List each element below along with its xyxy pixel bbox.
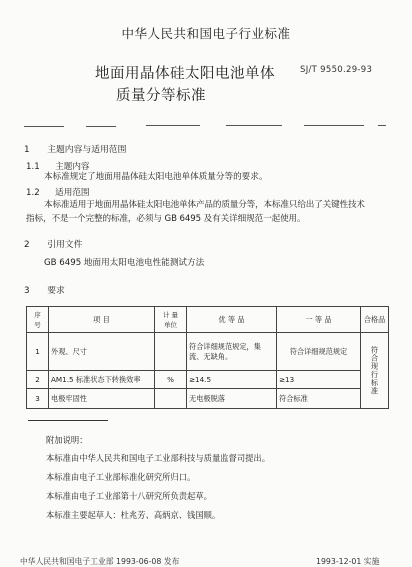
header-standard-type: 中华人民共和国电子行业标准 xyxy=(121,26,291,41)
cell-item: 电极牢固性 xyxy=(49,389,155,409)
title-rule xyxy=(86,126,116,127)
cell-first-class: 符合标准 xyxy=(277,389,361,409)
title-rule xyxy=(24,126,64,127)
header-seq: 序 号 xyxy=(27,307,49,333)
section-title: 要求 xyxy=(47,286,65,296)
header-qualified: 合格品 xyxy=(361,307,389,333)
subsection-number: 1.2 xyxy=(26,188,40,198)
note-line: 本标准由中华人民共和国电子工业部科技与质量监督司提出。 xyxy=(46,453,271,463)
paragraph-1-2-line1: 本标准适用于地面用晶体硅太阳电池单体产品的质量分等，本标准只给出了关键性技术 xyxy=(44,200,365,210)
notes-divider xyxy=(28,420,108,421)
section-1-heading xyxy=(24,142,126,155)
cell-unit xyxy=(155,389,187,409)
title-rule xyxy=(304,125,364,126)
table-row xyxy=(27,333,389,371)
qualified-vertical-text: 符合现行标准 xyxy=(370,345,380,396)
cell-first-class: 符合详细规范规定 xyxy=(277,333,361,371)
table-row xyxy=(27,371,389,389)
cell-premium: ≥14.5 xyxy=(187,371,277,389)
table-header-row xyxy=(27,307,389,333)
subsection-1-1-heading xyxy=(26,160,90,172)
subsection-title: 主题内容 xyxy=(55,162,90,172)
section-title: 主题内容与适用范围 xyxy=(47,145,127,155)
note-line: 本标准由电子工业部第十八研究所负责起草。 xyxy=(46,491,212,501)
header-item: 项 目 xyxy=(49,307,155,333)
paragraph-1-1: 本标准规定了地面用晶体硅太阳电池单体质量分等的要求。 xyxy=(44,172,268,182)
subsection-1-2-heading xyxy=(26,186,90,198)
document-title-line1: 地面用晶体硅太阳电池单体 xyxy=(95,66,275,82)
cell-no: 1 xyxy=(27,333,49,371)
header-premium: 优 等 品 xyxy=(187,307,277,333)
cell-item: AM1.5 标准状态下转换效率 xyxy=(49,371,155,389)
subsection-number: 1.1 xyxy=(26,162,40,172)
cell-unit xyxy=(155,333,187,371)
footer-issued: 中华人民共和国电子工业部 1993-06-08 发布 xyxy=(20,557,180,566)
cell-first-class: ≥13 xyxy=(277,371,361,389)
header-first-class: 一 等 品 xyxy=(277,307,361,333)
footer-effective: 1993-12-01 实施 xyxy=(316,557,380,566)
cell-item: 外观、尺寸 xyxy=(49,333,155,371)
paragraph-1-2-line2: 指标，不是一个完整的标准，必须与 GB 6495 及有关详细规范一起使用。 xyxy=(26,214,306,224)
section-2-heading xyxy=(24,237,82,250)
section-number: 1 xyxy=(24,145,30,155)
cell-premium: 符合详细规范规定，集流、无缺角。 xyxy=(187,333,277,371)
reference-item: GB 6495 地面用太阳电池电性能测试方法 xyxy=(44,258,205,268)
section-number: 2 xyxy=(24,240,30,250)
document-title-line2: 质量分等标准 xyxy=(116,88,206,104)
notes-heading: 附加说明： xyxy=(46,435,88,445)
standard-number: SJ/T 9550.29-93 xyxy=(300,65,373,75)
title-rule xyxy=(378,125,386,126)
title-rule xyxy=(146,125,200,126)
section-3-heading xyxy=(24,283,65,296)
cell-no: 2 xyxy=(27,371,49,389)
subsection-title: 适用范围 xyxy=(55,188,90,198)
section-title: 引用文件 xyxy=(47,240,83,250)
title-rule xyxy=(226,125,282,126)
cell-unit: % xyxy=(155,371,187,389)
note-line: 本标准主要起草人：杜兆芳、高炳京、钱国顺。 xyxy=(46,510,221,520)
cell-qualified xyxy=(361,333,389,409)
cell-no: 3 xyxy=(27,389,49,409)
header-unit: 计 量 单位 xyxy=(155,307,187,333)
note-line: 本标准由电子工业部标准化研究所归口。 xyxy=(46,472,196,482)
requirements-table xyxy=(26,306,389,409)
cell-premium: 无电极脱落 xyxy=(187,389,277,409)
section-number: 3 xyxy=(24,286,30,296)
table-row xyxy=(27,389,389,409)
